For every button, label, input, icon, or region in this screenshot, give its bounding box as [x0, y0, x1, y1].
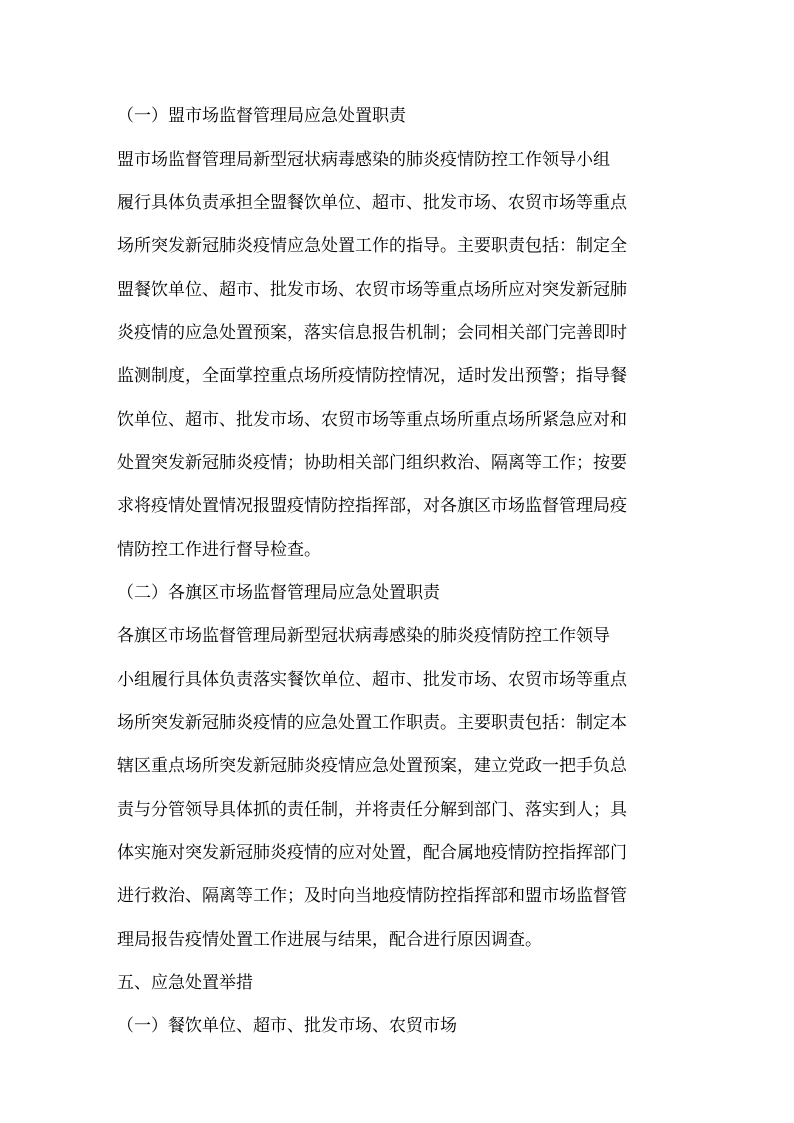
- text-line: 炎疫情的应急处置预案，落实信息报告机制；会同相关部门完善即时: [117, 323, 627, 343]
- text-line: 履行具体负责承担全盟餐饮单位、超市、批发市场、农贸市场等重点: [117, 193, 627, 213]
- text-line: 体实施对突发新冠肺炎疫情的应对处置，配合属地疫情防控指挥部门: [117, 843, 627, 863]
- text-line: 辖区重点场所突发新冠肺炎疫情应急处置预案，建立党政一把手负总: [117, 756, 627, 776]
- text-line: 场所突发新冠肺炎疫情的应急处置工作职责。主要职责包括：制定本: [117, 713, 627, 733]
- section-heading-district-duties: （二）各旗区市场监督管理局应急处置职责: [117, 583, 440, 603]
- text-line: 理局报告疫情处置工作进展与结果，配合进行原因调查。: [117, 930, 542, 950]
- text-line: 求将疫情处置情况报盟疫情防控指挥部，对各旗区市场监督管理局疫: [117, 496, 627, 516]
- text-line: 盟餐饮单位、超市、批发市场、农贸市场等重点场所应对突发新冠肺: [117, 280, 627, 300]
- text-line: 场所突发新冠肺炎疫情应急处置工作的指导。主要职责包括：制定全: [117, 236, 627, 256]
- text-line: 盟市场监督管理局新型冠状病毒感染的肺炎疫情防控工作领导小组: [117, 150, 610, 170]
- text-line: 情防控工作进行督导检查。: [117, 540, 321, 560]
- subsection-heading-venues: （一）餐饮单位、超市、批发市场、农贸市场: [117, 1016, 457, 1036]
- section-heading-emergency-measures: 五、应急处置举措: [117, 973, 253, 993]
- text-line: 各旗区市场监督管理局新型冠状病毒感染的肺炎疫情防控工作领导: [117, 626, 610, 646]
- text-line: 责与分管领导具体抓的责任制，并将责任分解到部门、落实到人；具: [117, 800, 627, 820]
- text-line: 饮单位、超市、批发市场、农贸市场等重点场所重点场所紧急应对和: [117, 410, 627, 430]
- text-line: 进行救治、隔离等工作；及时向当地疫情防控指挥部和盟市场监督管: [117, 886, 627, 906]
- text-line: 监测制度，全面掌控重点场所疫情防控情况，适时发出预警；指导餐: [117, 366, 627, 386]
- text-line: 小组履行具体负责落实餐饮单位、超市、批发市场、农贸市场等重点: [117, 670, 627, 690]
- text-line: 处置突发新冠肺炎疫情；协助相关部门组织救治、隔离等工作；按要: [117, 453, 627, 473]
- section-heading-league-duties: （一）盟市场监督管理局应急处置职责: [117, 106, 406, 126]
